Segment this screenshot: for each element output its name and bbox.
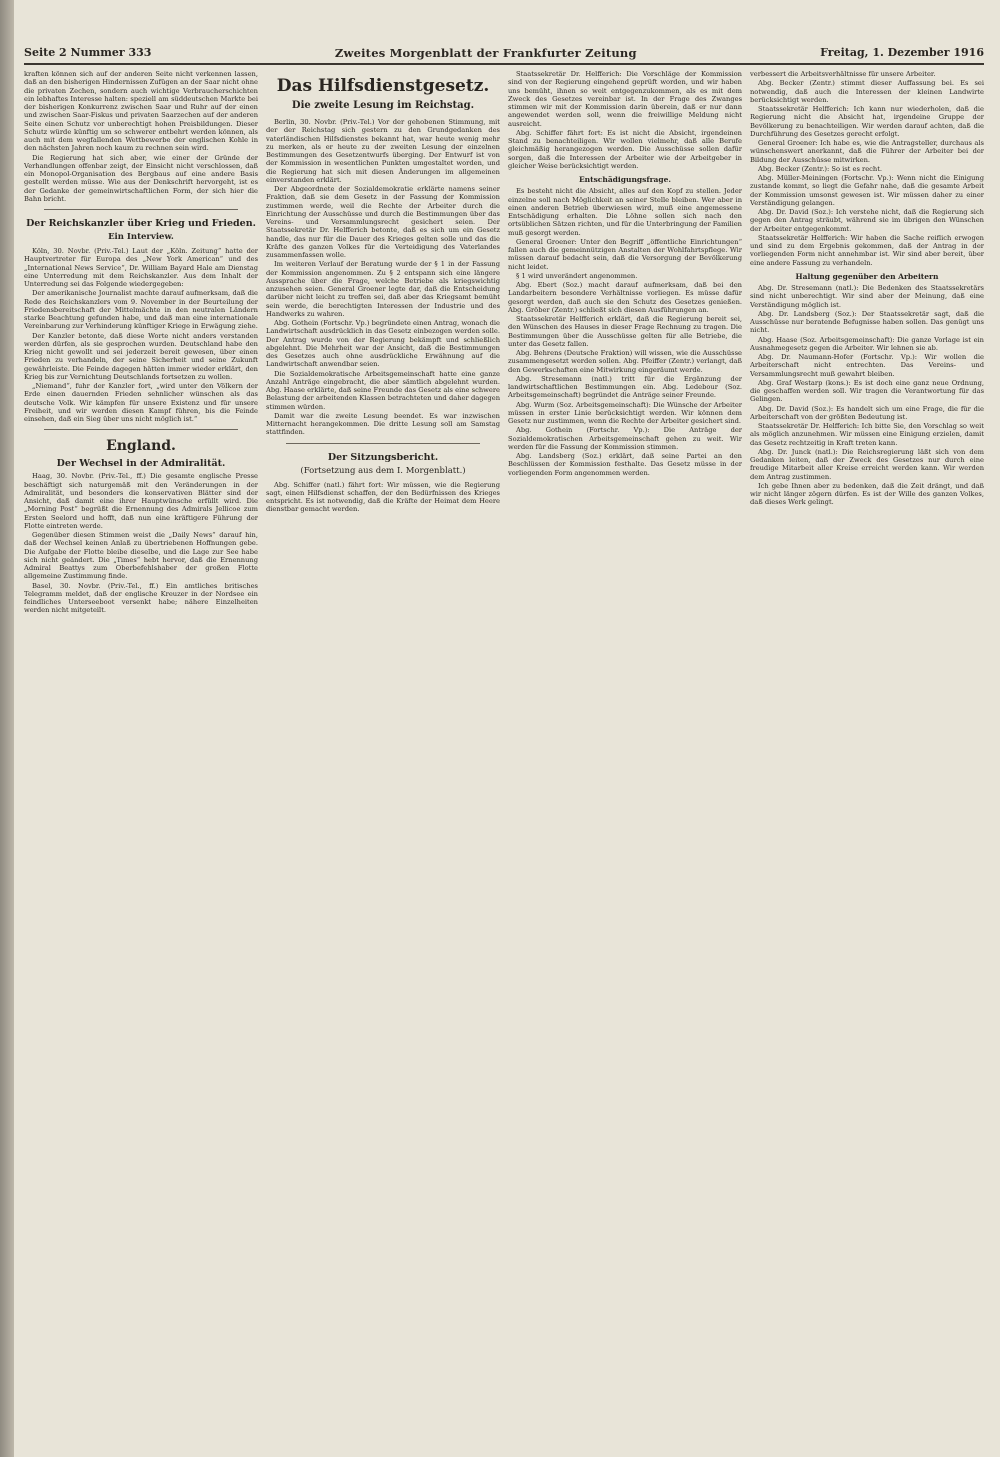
headline-england: England. — [106, 438, 176, 455]
article-text: General Groener: Ich habe es, wie die Antragsteller, durchaus als wünschenswert anerkannt, daß die Führer der Arbeiter bei der Bildung der Ausschüsse mitwirken. — [750, 139, 984, 164]
column-2 — [266, 70, 500, 1442]
column-3 — [508, 70, 742, 1442]
page-header — [24, 45, 984, 65]
column-1 — [24, 70, 258, 1442]
article-text: Der amerikanische Journalist machte darauf aufmerksam, daß die Rede des Reichskanzlers vom 9. November in der Beurteilung der Friedensbereitschaft der Mittelmächte in den neutralen Ländern starke Beachtung gefunden habe, und daß man eine internationale Vereinbarung zur Verhinderung künftiger Kriege in Erwägung ziehe. — [24, 289, 258, 331]
article-text: Abg. Becker (Zentr.) stimmt dieser Auffassung bei. Es sei notwendig, daß auch die Interessen der kleinen Landwirte berücksichtigt werden. — [750, 79, 984, 104]
column-4 — [750, 70, 984, 1442]
article-text: Abg. Dr. Landsberg (Soz.): Der Staatssekretär sagt, daß die Ausschüsse nur beratende Befugnisse haben sollen. Das genügt uns nicht. — [750, 309, 984, 335]
article-text: § 1 wird unverändert angenommen. — [516, 271, 638, 280]
column-fade — [508, 1426, 742, 1442]
subheadline-continuation: (Fortsetzung aus dem I. Morgenblatt.) — [300, 465, 466, 476]
article-text: Abg. Wurm (Soz. Arbeitsgemeinschaft): Die Wünsche der Arbeiter müssen in erster Linie berücksichtigt werden. Wir können dem Gesetz nur zustimmen, wenn die Rechte der Arbeiter gesichert sind. — [508, 400, 742, 425]
article-text: Es besteht nicht die Absicht, alles auf den Kopf zu stellen. Jeder einzelne soll nach Möglichkeit an seiner Stelle bleiben. Wer aber in einen anderen Betrieb überwiesen wird, muß eine angemessene Entschädigung erhalten. Die Löhne sollen sich nach den ortsüblichen Sätzen richten, und für die Unterbringung der Familien muß gesorgt werden. — [508, 187, 742, 237]
article-text: Haag, 30. Novbr. (Priv.-Tel., ff.) Die gesamte englische Presse beschäftigt sich naturgemäß mit den Veränderungen in der Admiralität, und besonders die konservativen Blätter sind der Ansicht, daß damit eine ihrer Hauptwünsche erfüllt wird. Die „Morning Post“ begrüßt die Ernennung des Admirals Jellicoe zum Ersten Seelord und hofft, daß nun eine kräftigere Führung der Flotte eintreten werde. — [24, 472, 258, 530]
subheadline-admiralty: Der Wechsel in der Admiralität. — [56, 458, 226, 470]
article-text: Staatssekretär Helfferich: Wir haben die Sache reiflich erwogen und sind zu dem Ergebnis gekommen, daß der Antrag in der vorliegenden Form nicht annehmbar ist. Wir sind aber bereit, über eine andere Fassung zu verhandeln. — [750, 233, 984, 267]
column-fade — [24, 1426, 258, 1442]
article-text: Der Abgeordnete der Sozialdemokratie erklärte namens seiner Fraktion, daß sie dem Gesetz in der Fassung der Kommission zustimmen werde, weil die Rechte der Arbeiter durch die Einrichtung der Ausschüsse und durch die Bestimmungen über das Vereins- und Versammlungsrecht gesichert seien. Der Staatssekretär Dr. Helfferich betonte, daß es sich um ein Gesetz handle, das nur für die Dauer des Krieges gelten solle und das die Kräfte des ganzen Volkes für die Verteidigung des Vaterlandes zusammenfassen wolle. — [266, 185, 500, 259]
article-text: Staatssekretär Dr. Helfferich: Die Vorschläge der Kommission sind von der Regierung eingehend geprüft worden, und wir haben uns bemüht, ihnen so weit entgegenzukommen, als es mit dem Zweck des Gesetzes vereinbar ist. In der Frage des Zwanges stimmen wir mit der Kommission darin überein, daß er nur dann angewendet werden soll, wenn die freiwillige Meldung nicht ausreicht. — [508, 70, 742, 128]
divider — [44, 429, 238, 430]
article-text: Abg. Gothein (Fortschr. Vp.): Die Anträge der Sozialdemokratischen Arbeitsgemeinschaft gehen zu weit. Wir werden für die Fassung der Kommission stimmen. — [508, 426, 742, 451]
article-text: Abg. Schiffer fährt fort: Es ist nicht die Absicht, irgendeinen Stand zu benachteiligen. Wir wollen vielmehr, daß alle Berufe gleichmäßig herangezogen werden. Die Ausschüsse sollen dafür sorgen, daß die Interessen der Arbeiter wie der Arbeitgeber in gleicher Weise berücksichtigt werden. — [508, 128, 742, 170]
article-text: Abg. Haase (Soz. Arbeitsgemeinschaft): Die ganze Vorlage ist ein Ausnahmegesetz gegen die Arbeiter. Wir lehnen sie ab. — [750, 335, 984, 352]
page-binding-edge — [0, 0, 14, 1457]
subheadline-second-reading: Die zweite Lesung im Reichstag. — [291, 100, 475, 111]
headline-hilfsdienstgesetz: Das Hilfsdienstgesetz. — [276, 76, 490, 96]
header-masthead: Zweites Morgenblatt der Frankfurter Zeitung — [334, 45, 637, 60]
column-fade — [266, 1426, 500, 1442]
article-text: kraften können sich auf der anderen Seite nicht verkennen lassen, daß an den bisherigen Hindernissen Zufügen an der Saar nicht ohne die privaten Zechen, sondern auch wichtige Verbraucherschichten ein lebhaftes Interesse halten: speziell am süddeutschen Markte bei der bisherigen Konkurrenz zwischen Saar und Ruhr auf der einen und zwischen Saar-Fiskus und privaten Saarzechen auf der anderen Seite einen Schutz vor unberechtigt hohen Preisbildungen. Dieser Schutz würde künftig um so schwerer entbehrt werden können, als auch mit dem wegfallenden Wettbewerbe der englischen Kohle in den nächsten Jahren noch kaum zu rechnen sein wird. — [24, 70, 258, 153]
article-text: Abg. Dr. Naumann-Hofer (Fortschr. Vp.): Wir wollen die Arbeiterschaft nicht entrechten. Das Vereins- und Versammlungsrecht muß gewahrt bleiben. — [750, 353, 984, 378]
headline-chancellor: Der Reichskanzler über Krieg und Frieden. — [26, 218, 256, 229]
section-heading-compensation: Entschädigungsfrage. — [578, 175, 672, 184]
article-text: Abg. Behrens (Deutsche Fraktion) will wissen, wie die Ausschüsse zusammengesetzt werden sollen. Abg. Pfeiffer (Zentr.) verlangt, daß den Gewerkschaften eine Mitwirkung eingeräumt werde. — [508, 349, 742, 374]
divider — [286, 443, 480, 444]
article-text: Abg. Dr. David (Soz.): Es handelt sich um eine Frage, die für die Arbeiterschaft von der größten Bedeutung ist. — [750, 404, 984, 421]
article-text: verbessert die Arbeitsverhältnisse für unsere Arbeiter. — [750, 70, 936, 78]
article-text: „Niemand“, fuhr der Kanzler fort, „wird unter den Völkern der Erde einen dauernden Frieden sehnlicher wünschen als das deutsche Volk. Wir kämpfen für unsere Existenz und für unsere Freiheit, und wir werden diesen Kampf führen, bis die Feinde einsehen, daß ein Sieg über uns nicht möglich ist.“ — [24, 382, 258, 423]
article-text: General Groener: Unter den Begriff „öffentliche Einrichtungen“ fallen auch die gemeinnützigen Anstalten der Wohlfahrtspflege. Wir müssen darauf bedacht sein, daß die Versorgung der Bevölkerung nicht leidet. — [508, 237, 742, 271]
article-text: Köln, 30. Novbr. (Priv.-Tel.) Laut der „Köln. Zeitung“ hatte der Hauptvertreter für Europa des „New York American“ und des „International News Service“, Dr. William Bayard Hale am Dienstag eine Unterredung mit dem Reichskanzler. Aus dem Inhalt der Unterredung sei das Folgende wiedergegeben: — [24, 247, 258, 288]
article-text: Staatssekretär Helfferich erklärt, daß die Regierung bereit sei, den Wünschen des Hauses in dieser Frage Rechnung zu tragen. Die Bestimmungen über die Ausschüsse gelten für alle Betriebe, die unter das Gesetz fallen. — [508, 315, 742, 348]
article-text: Abg. Gothein (Fortschr. Vp.) begründete einen Antrag, wonach die Landwirtschaft ausdrücklich in das Gesetz einbezogen werden solle. Der Antrag wurde von der Regierung bekämpft und schließlich abgelehnt. Die Mehrheit war der Ansicht, daß die Bestimmungen des Gesetzes auch ohne ausdrückliche Erwähnung auf die Landwirtschaft anwendbar seien. — [266, 319, 500, 369]
headline-session-report: Der Sitzungsbericht. — [327, 451, 439, 463]
header-page-number: Seite 2 Nummer 333 — [24, 46, 152, 59]
article-text: Abg. Dr. Stresemann (natl.): Die Bedenken des Staatssekretärs sind nicht unberechtigt. Wir sind aber der Meinung, daß eine Verständigung möglich ist. — [750, 284, 984, 309]
section-heading-workers: Haltung gegenüber den Arbeitern — [795, 271, 939, 281]
subheadline-interview: Ein Interview. — [108, 232, 174, 242]
article-text: Abg. Müller-Meiningen (Fortschr. Vp.): Wenn nicht die Einigung zustande kommt, so liegt die Gefahr nahe, daß die gesamte Arbeit der Kommission umsonst gewesen ist. Wir müssen daher zu einer Verständigung gelangen. — [750, 174, 984, 207]
article-text: Die Regierung hat sich aber, wie einer der Gründe der Verhandlungen offenbar zeigt, der Einsicht nicht verschlossen, daß ein Monopol-Organisation des Bergbaus auf eine andere Basis gestellt werden müsse. Wie aus der Denkschrift hervorgeht, ist es der Gedanke der gemeinwirtschaftlichen Form, der sich hier die Bahn bricht. — [24, 153, 258, 203]
article-text: Abg. Schiffer (natl.) fährt fort: Wir müssen, wie die Regierung sagt, einen Hilfsdienst schaffen, der den Bedürfnissen des Krieges entspricht. Es ist notwendig, daß die Kräfte der Heimat dem Heere dienstbar gemacht werden. — [266, 480, 500, 514]
article-text: Gegenüber diesen Stimmen weist die „Daily News“ darauf hin, daß der Wechsel keinen Anlaß zu übertriebenen Hoffnungen gebe. Die Aufgabe der Flotte bleibe dieselbe, und die Lage zur See habe sich nicht geändert. Die „Times“ hebt hervor, daß die Ernennung Admiral Beattys zum Oberbefehlshaber der großen Flotte allgemeine Zustimmung finde. — [24, 531, 258, 581]
column-fade — [750, 1426, 984, 1442]
article-text: Abg. Dr. Junck (natl.): Die Reichsregierung läßt sich von dem Gedanken leiten, daß der Zweck des Gesetzes nur durch eine freudige Mitarbeit aller Kreise erreicht werden kann. Wir werden dem Antrag zustimmen. — [750, 447, 984, 481]
article-text: Abg. Landsberg (Soz.) erklärt, daß seine Partei an den Beschlüssen der Kommission festhalte. Das Gesetz müsse in der vorliegenden Form angenommen werden. — [508, 452, 742, 477]
article-text: Berlin, 30. Novbr. (Priv.-Tel.) Vor der gehobenen Stimmung, mit der der Reichstag sich gestern zu den Grundgedanken des vaterländischen Hilfsdienstes bekannt hat, war heute wenig mehr zu merken, als er heute zu der zweiten Lesung der einzelnen Bestimmungen des Gesetzentwurfs überging. Der Entwurf ist von der Kommission in wesentlichen Punkten umgestaltet worden, und die Regierung hat sich mit diesen Änderungen im allgemeinen einverstanden erklärt. — [266, 118, 500, 184]
article-text: Abg. Becker (Zentr.): So ist es recht. — [758, 164, 883, 173]
article-text: Basel, 30. Novbr. (Priv.-Tel., ff.) Ein amtliches britisches Telegramm meldet, daß der englische Kreuzer in der Nordsee ein feindliches Unterseeboot versenkt habe; nähere Einzelheiten werden nicht mitgeteilt. — [24, 581, 258, 615]
header-date: Freitag, 1. Dezember 1916 — [820, 46, 984, 59]
article-text: Abg. Dr. David (Soz.): Ich verstehe nicht, daß die Regierung sich gegen den Antrag sträubt, während sie im übrigen den Wünschen der Arbeiter entgegenkommt. — [750, 208, 984, 233]
article-text: Ich gebe Ihnen aber zu bedenken, daß die Zeit drängt, und daß wir nicht länger zögern dürfen. Es ist der Wille des ganzen Volkes, daß dieses Werk gelingt. — [750, 481, 984, 507]
article-text: Der Kanzler betonte, daß diese Worte nicht anders verstanden werden dürfen, als sie gesprochen wurden. Deutschland habe den Krieg nicht gewollt und sei jederzeit bereit gewesen, über einen Frieden zu verhandeln, der seine Sicherheit und seine Zukunft gewährleiste. Die Feinde dagegen hätten immer wieder erklärt, den Krieg bis zur Vernichtung Deutschlands fortsetzen zu wollen. — [24, 331, 258, 381]
article-text: Abg. Stresemann (natl.) tritt für die Ergänzung der landwirtschaftlichen Bestimmungen ein. Abg. Ledebour (Soz. Arbeitsgemeinschaft) begründet die Anträge seiner Freunde. — [508, 374, 742, 400]
article-text: Staatssekretär Dr. Helfferich: Ich bitte Sie, den Vorschlag so weit als möglich anzunehmen. Wir müssen eine Einigung erzielen, damit das Gesetz rechtzeitig in Kraft treten kann. — [750, 422, 984, 447]
article-text: Staatssekretär Helfferich: Ich kann nur wiederholen, daß die Regierung nicht die Absicht hat, irgendeine Gruppe der Bevölkerung zu benachteiligen. Wir werden darauf achten, daß die Durchführung des Gesetzes gerecht erfolgt. — [750, 105, 984, 138]
article-text: Im weiteren Verlauf der Beratung wurde der § 1 in der Fassung der Kommission angenommen. Zu § 2 entspann sich eine längere Aussprache über die Frage, welche Betriebe als kriegswichtig anzusehen seien. General Groener legte dar, daß die Entscheidung darüber nicht leicht zu treffen sei, daß aber das Kriegsamt bemüht sein werde, die berechtigten Interessen der Industrie und des Handwerks zu wahren. — [266, 260, 500, 318]
article-text: Abg. Ebert (Soz.) macht darauf aufmerksam, daß bei den Landarbeitern besondere Verhältnisse vorliegen. Es müsse dafür gesorgt werden, daß auch sie den Schutz des Gesetzes genießen. Abg. Gröber (Zentr.) schließt sich diesen Ausführungen an. — [508, 281, 742, 314]
article-text: Damit war die zweite Lesung beendet. Es war inzwischen Mitternacht herangekommen. Die dritte Lesung soll am Samstag stattfinden. — [266, 411, 500, 437]
divider — [44, 209, 238, 210]
article-text: Die Sozialdemokratische Arbeitsgemeinschaft hatte eine ganze Anzahl Anträge eingebracht, die aber sämtlich abgelehnt wurden. Abg. Haase erklärte, daß seine Freunde das Gesetz als eine schwere Belastung der arbeitenden Klassen betrachteten und daher dagegen stimmen würden. — [266, 369, 500, 411]
article-text: Abg. Graf Westarp (kons.): Es ist doch eine ganz neue Ordnung, die geschaffen werden soll. Wir tragen die Verantwortung für das Gelingen. — [750, 378, 984, 404]
article-columns — [24, 70, 984, 1442]
